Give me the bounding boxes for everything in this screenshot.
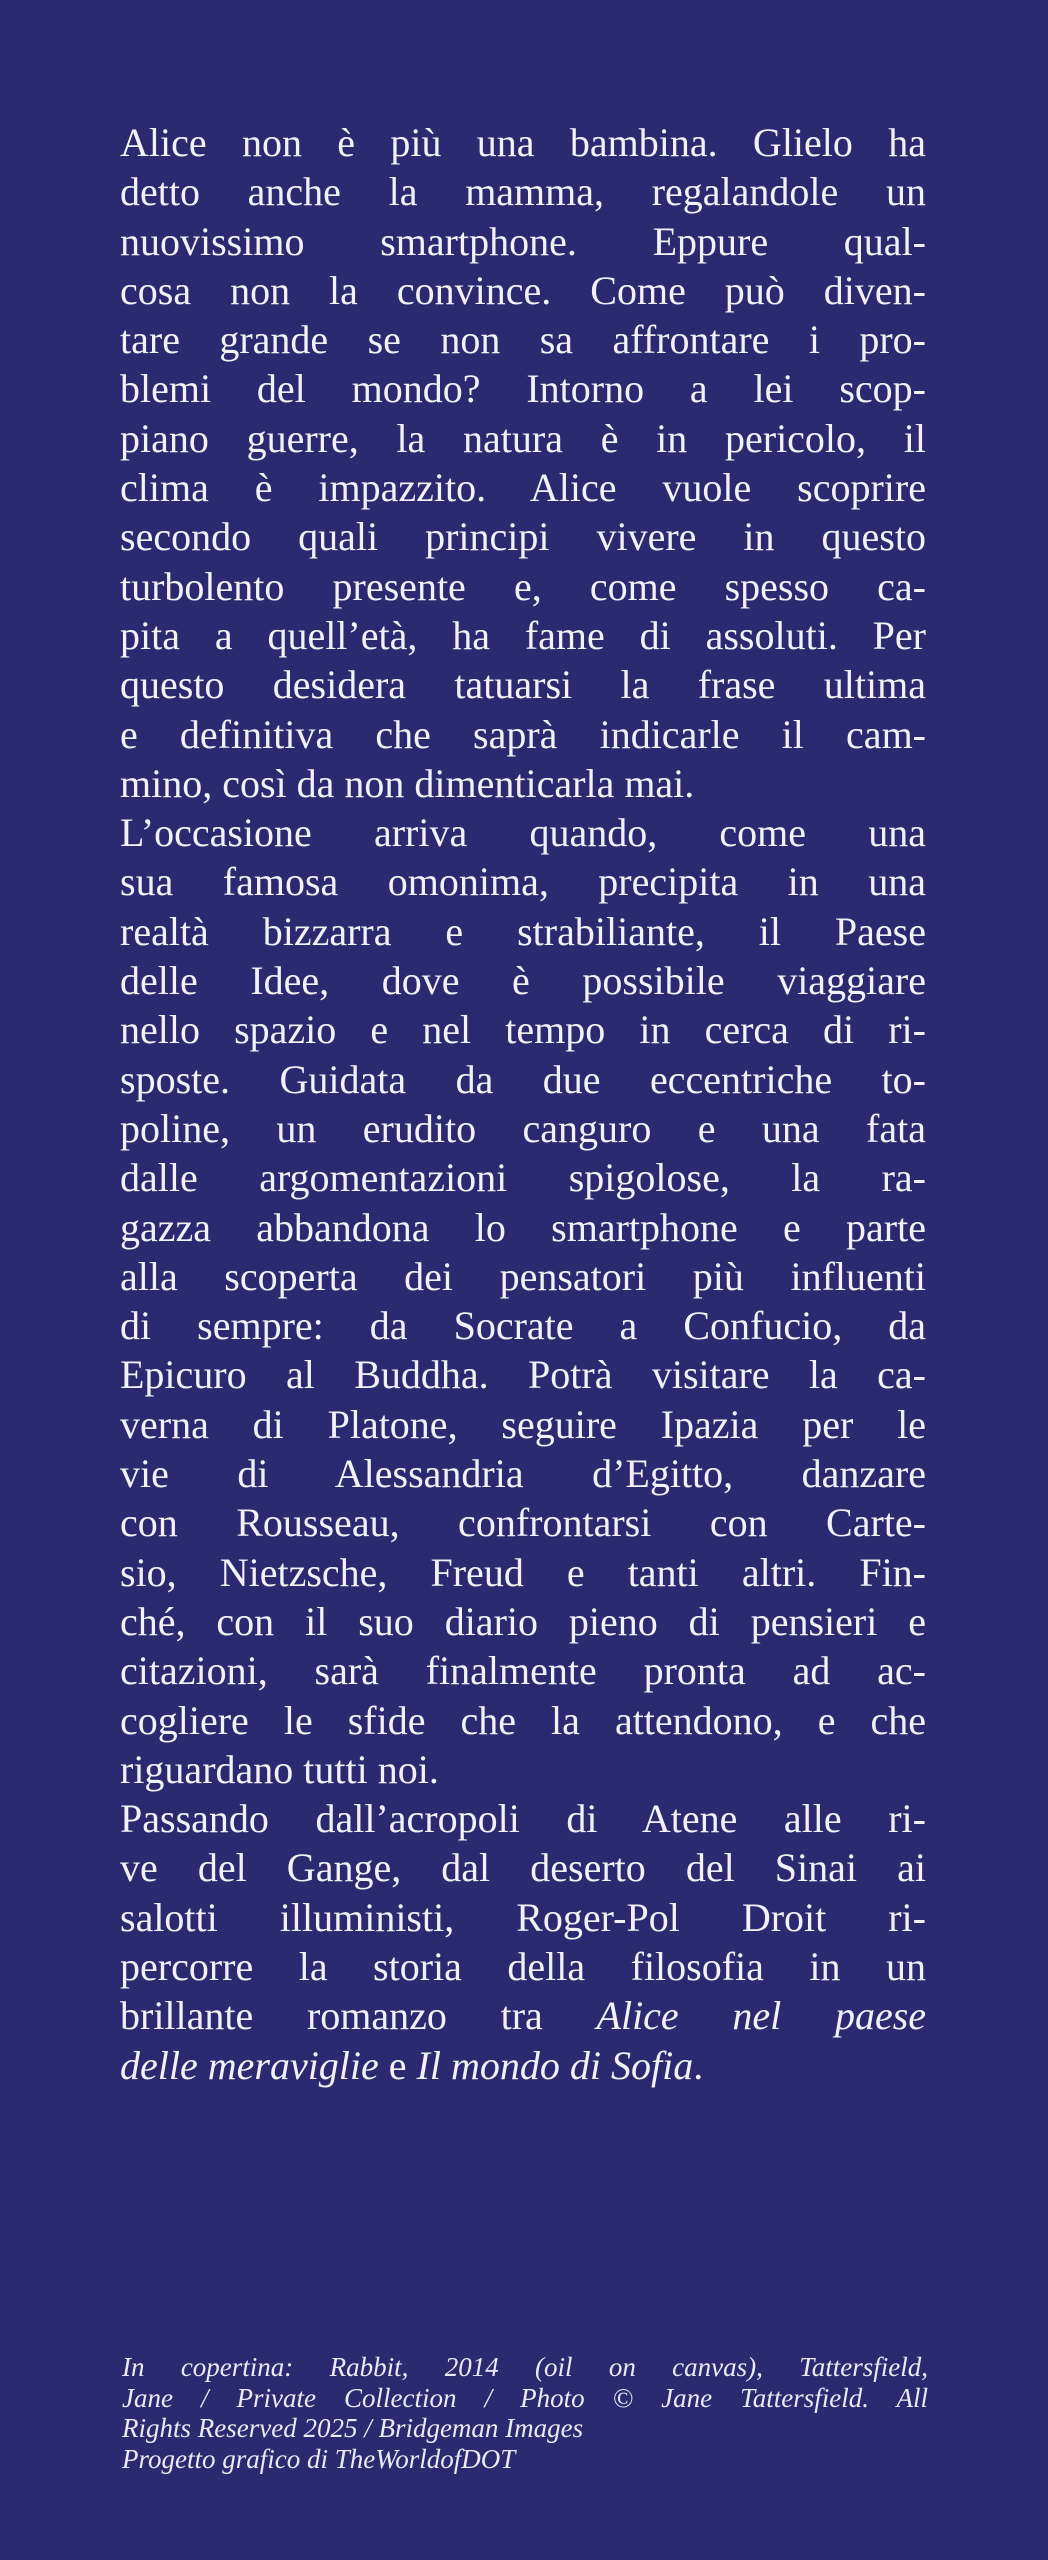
text-line: Alice non è più una bambina. Glielo ha xyxy=(120,120,926,165)
text-line: alla scoperta dei pensatori più influenti xyxy=(120,1253,926,1299)
blurb-text xyxy=(120,118,926,2090)
credit-line: In copertina: Rabbit, 2014 (oil on canvas), Tattersfield, xyxy=(122,2352,928,2382)
text-line: clima è impazzito. Alice vuole scoprire xyxy=(120,465,926,511)
text-line: turbolento presente e, come spesso ca- xyxy=(120,563,926,609)
text-line: sposte. Guidata da due eccentriche to- xyxy=(120,1056,926,1102)
text-line: di sempre: da Socrate a Confucio, da xyxy=(120,1303,926,1349)
text-line xyxy=(120,2041,926,2090)
text-line: L’occasione arriva quando, come una xyxy=(120,810,926,856)
text-line: poline, un erudito canguro e una fata xyxy=(120,1105,926,1151)
text-line: vie di Alessandria d’Egitto, danzare xyxy=(120,1451,926,1497)
credit-line: Jane / Private Collection / Photo © Jane Tattersfield. All xyxy=(122,2382,928,2413)
text-line: realtà bizzarra e strabiliante, il Paese xyxy=(120,908,926,954)
text-line: riguardano tutti noi. xyxy=(120,1746,439,1792)
blurb-paragraph-1 xyxy=(120,118,926,808)
text-line: cogliere le sfide che la attendono, e che xyxy=(120,1697,926,1743)
text-line: nuovissimo smartphone. Eppure qual- xyxy=(120,218,926,264)
text-line: mino, così da non dimenticarla mai. xyxy=(120,760,695,806)
text-line: ché, con il suo diario pieno di pensieri e xyxy=(120,1598,926,1644)
text-line: tare grande se non sa affrontare i pro- xyxy=(120,317,926,363)
text-line xyxy=(120,1991,926,2040)
text-line: pita a quell’età, ha fame di assoluti. Per xyxy=(120,612,926,658)
blurb-paragraph-3 xyxy=(120,1794,926,2090)
text-line: secondo quali principi vivere in questo xyxy=(120,514,926,560)
text-line: Passando dall’acropoli di Atene alle ri- xyxy=(120,1796,926,1842)
book-title-sofia: Il mondo di Sofia xyxy=(416,2042,694,2088)
text-line: citazioni, sarà finalmente pronta ad ac- xyxy=(120,1648,926,1694)
book-title-alice-cont: delle meraviglie xyxy=(120,2042,379,2088)
text-line: gazza abbandona lo smartphone e parte xyxy=(120,1204,926,1250)
text-line: percorre la storia della filosofia in un xyxy=(120,1943,926,1989)
text-line: salotti illuministi, Roger-Pol Droit ri- xyxy=(120,1894,926,1940)
text-line: verna di Platone, seguire Ipazia per le xyxy=(120,1401,926,1447)
text-line: delle Idee, dove è possibile viaggiare xyxy=(120,958,926,1004)
text-line: detto anche la mamma, regalandole un xyxy=(120,169,926,215)
text-line: con Rousseau, confrontarsi con Carte- xyxy=(120,1500,926,1546)
text-line: e definitiva che saprà indicarle il cam- xyxy=(120,711,926,757)
text-line: ve del Gange, dal deserto del Sinai ai xyxy=(120,1845,926,1891)
text-line: piano guerre, la natura è in pericolo, il xyxy=(120,415,926,461)
text-line: dalle argomentazioni spigolose, la ra- xyxy=(120,1155,926,1201)
text-fragment: . xyxy=(693,2042,704,2088)
text-line: blemi del mondo? Intorno a lei scop- xyxy=(120,366,926,412)
text-line: questo desidera tatuarsi la frase ultima xyxy=(120,662,926,708)
cover-credits xyxy=(122,2352,928,2474)
text-line: nello spazio e nel tempo in cerca di ri- xyxy=(120,1007,926,1053)
text-fragment: e xyxy=(378,2042,417,2088)
text-fragment: brillante romanzo tra xyxy=(120,1993,543,2039)
credit-line: Rights Reserved 2025 / Bridgeman Images xyxy=(122,2413,584,2443)
text-line: Epicuro al Buddha. Potrà visitare la ca- xyxy=(120,1352,926,1398)
text-line: sio, Nietzsche, Freud e tanti altri. Fin- xyxy=(120,1549,926,1595)
book-title-alice: Alice nel paese xyxy=(596,1993,927,2039)
credit-line: Progetto grafico di TheWorldofDOT xyxy=(122,2443,516,2474)
text-line: cosa non la convince. Come può diven- xyxy=(120,267,926,313)
blurb-paragraph-2 xyxy=(120,808,926,1794)
text-line: sua famosa omonima, precipita in una xyxy=(120,859,926,905)
